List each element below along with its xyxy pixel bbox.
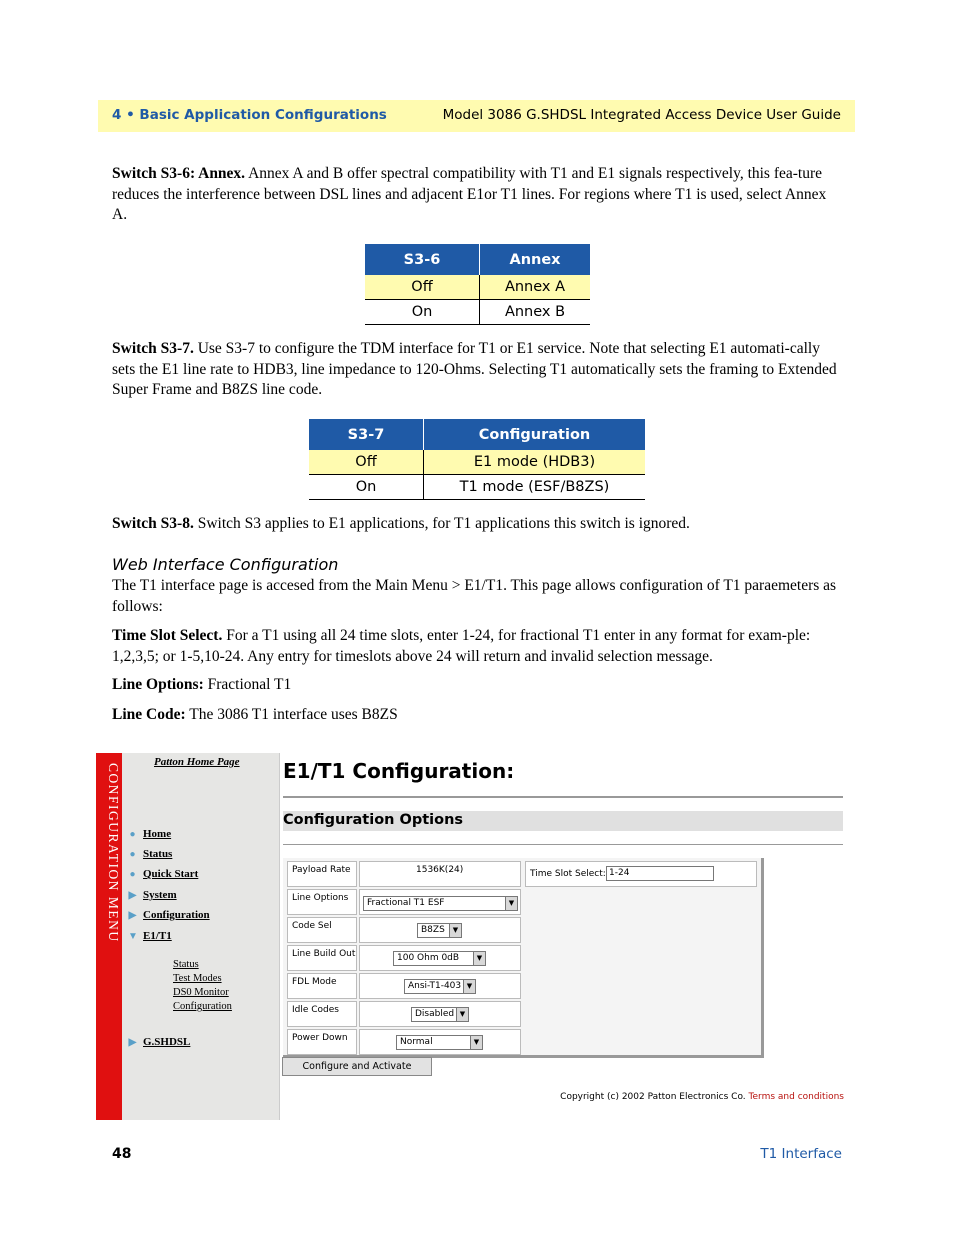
header-section: 4 • Basic Application Configurations bbox=[112, 107, 387, 123]
s3-8-text: Switch S3 applies to E1 applications, for T1 applications this switch is ignored. bbox=[193, 515, 690, 532]
menu-item-home[interactable] bbox=[128, 828, 171, 840]
power-down-label-cell bbox=[287, 1029, 357, 1055]
payload-rate-label-cell bbox=[287, 861, 357, 887]
dropdown-arrow-icon: ▼ bbox=[470, 1036, 482, 1049]
power-down-select[interactable] bbox=[396, 1035, 483, 1050]
line-options-value: Fractional T1 ESF bbox=[367, 898, 445, 908]
config-menu-sidebar bbox=[122, 753, 280, 1120]
payload-rate-value-cell bbox=[359, 861, 521, 887]
footer-section: T1 Interface bbox=[760, 1146, 842, 1162]
idle-codes-select[interactable] bbox=[411, 1007, 469, 1022]
line-code-text: The 3086 T1 interface uses B8ZS bbox=[185, 706, 398, 723]
menu-item-gshdsl[interactable] bbox=[128, 1036, 190, 1048]
menu-label: Configuration bbox=[143, 909, 210, 921]
dropdown-arrow-icon: ▼ bbox=[456, 1008, 468, 1021]
menu-item-system[interactable] bbox=[128, 889, 177, 901]
paragraph-s3-8 bbox=[112, 514, 842, 535]
menu-item-quick-start[interactable] bbox=[128, 868, 198, 880]
configure-activate-button[interactable]: Configure and Activate bbox=[282, 1057, 432, 1076]
config-content bbox=[282, 753, 846, 1120]
menu-label: System bbox=[143, 889, 177, 901]
power-down-value: Normal bbox=[400, 1037, 433, 1047]
line-options-label: Line Options bbox=[292, 893, 349, 903]
s3-8-lead: Switch S3-8. bbox=[112, 515, 194, 532]
bullet-icon: ● bbox=[129, 849, 136, 860]
table-cell: E1 mode (HDB3) bbox=[424, 450, 646, 475]
code-sel-select[interactable] bbox=[417, 923, 462, 938]
s3-7-col-header: S3-7 bbox=[309, 419, 424, 450]
config-menu-banner bbox=[96, 753, 122, 1120]
fdl-mode-select[interactable] bbox=[404, 979, 476, 994]
menu-item-status[interactable] bbox=[128, 848, 172, 860]
timeslot-input[interactable] bbox=[606, 866, 714, 881]
paragraph-line-code bbox=[112, 705, 842, 726]
divider bbox=[283, 796, 843, 798]
s3-7-lead: Switch S3-7. bbox=[112, 340, 194, 357]
line-build-out-value: 100 Ohm 0dB bbox=[397, 953, 460, 963]
line-options-value-cell bbox=[359, 889, 521, 915]
bullet-icon: ● bbox=[129, 869, 136, 880]
idle-codes-value-cell bbox=[359, 1001, 521, 1027]
power-down-value-cell bbox=[359, 1029, 521, 1055]
timeslot-label: Time Slot Select: bbox=[530, 869, 606, 879]
paragraph-s3-6 bbox=[112, 164, 842, 226]
page-header bbox=[98, 100, 855, 132]
triangle-down-icon: ▼ bbox=[128, 931, 138, 942]
line-build-out-label-cell bbox=[287, 945, 357, 971]
paragraph-line-options bbox=[112, 675, 842, 696]
copyright-line bbox=[560, 1092, 844, 1102]
code-sel-value-cell bbox=[359, 917, 521, 943]
table-cell: T1 mode (ESF/B8ZS) bbox=[424, 475, 646, 500]
code-sel-value: B8ZS bbox=[421, 925, 445, 935]
patton-home-link[interactable]: Patton Home Page bbox=[154, 756, 240, 768]
timeslot-input-value: 1-24 bbox=[609, 868, 630, 878]
fdl-mode-value: Ansi-T1-403 bbox=[408, 981, 462, 991]
copyright-text: Copyright (c) 2002 Patton Electronics Co. bbox=[560, 1092, 749, 1102]
dropdown-arrow-icon: ▼ bbox=[463, 980, 475, 993]
idle-codes-value: Disabled bbox=[415, 1009, 455, 1019]
submenu-test-modes[interactable]: Test Modes bbox=[173, 973, 222, 984]
idle-codes-label-cell bbox=[287, 1001, 357, 1027]
submenu-ds0-monitor[interactable]: DS0 Monitor bbox=[173, 987, 229, 998]
line-options-text: Fractional T1 bbox=[203, 676, 292, 693]
triangle-right-icon: ▶ bbox=[128, 910, 137, 921]
s3-6-col-header: S3-6 bbox=[365, 244, 480, 275]
config-form bbox=[283, 858, 764, 1058]
header-guide-title: Model 3086 G.SHDSL Integrated Access Device User Guide bbox=[442, 107, 841, 123]
menu-label: Home bbox=[143, 828, 172, 840]
payload-rate-label: Payload Rate bbox=[292, 865, 351, 875]
table-cell: On bbox=[309, 475, 424, 500]
payload-rate-value: 1536K(24) bbox=[416, 865, 464, 875]
menu-item-e1t1[interactable] bbox=[128, 930, 172, 942]
idle-codes-label: Idle Codes bbox=[292, 1005, 339, 1015]
menu-label: G.SHDSL bbox=[143, 1036, 191, 1048]
divider bbox=[283, 844, 843, 845]
annex-col-header: Annex bbox=[480, 244, 591, 275]
code-sel-label: Code Sel bbox=[292, 921, 332, 931]
line-options-label-cell bbox=[287, 889, 357, 915]
line-options-lead: Line Options: bbox=[112, 676, 204, 693]
web-interface-heading: Web Interface Configuration bbox=[112, 555, 339, 574]
s3-6-table bbox=[365, 244, 590, 325]
menu-item-configuration[interactable] bbox=[128, 909, 210, 921]
page-number: 48 bbox=[112, 1146, 132, 1162]
timeslot-text: For a T1 using all 24 time slots, enter 1-24, for fractional T1 enter in any format for exam-ple: 1,2,3,5; or 1-5,10-24. Any entry for timeslots above 24 will return and invalid selection message. bbox=[112, 627, 811, 665]
fdl-mode-label: FDL Mode bbox=[292, 977, 337, 987]
table-cell: Off bbox=[365, 275, 480, 300]
line-build-out-value-cell bbox=[359, 945, 521, 971]
configuration-col-header: Configuration bbox=[424, 419, 646, 450]
s3-7-table bbox=[309, 419, 645, 500]
web-intro: The T1 interface page is accesed from the Main Menu > E1/T1. This page allows configuration of T1 paraemeters as follows: bbox=[112, 577, 837, 615]
triangle-right-icon: ▶ bbox=[128, 1037, 137, 1048]
menu-label: Status bbox=[143, 848, 173, 860]
line-code-lead: Line Code: bbox=[112, 706, 186, 723]
config-menu-banner-text: CONFIGURATION MENU bbox=[106, 763, 121, 943]
fdl-mode-value-cell bbox=[359, 973, 521, 999]
code-sel-label-cell bbox=[287, 917, 357, 943]
table-cell: Off bbox=[309, 450, 424, 475]
timeslot-lead: Time Slot Select. bbox=[112, 627, 223, 644]
timeslot-cell bbox=[525, 861, 757, 887]
table-cell: On bbox=[365, 300, 480, 325]
line-options-select[interactable] bbox=[363, 896, 518, 911]
table-cell: Annex B bbox=[480, 300, 591, 325]
menu-label: E1/T1 bbox=[143, 930, 172, 942]
fdl-mode-label-cell bbox=[287, 973, 357, 999]
web-ui-screenshot bbox=[96, 753, 846, 1120]
options-bar bbox=[283, 811, 843, 831]
s3-6-lead: Switch S3-6: Annex. bbox=[112, 165, 246, 182]
submenu-status[interactable]: Status bbox=[173, 959, 199, 970]
dropdown-arrow-icon: ▼ bbox=[449, 924, 461, 937]
menu-label: Quick Start bbox=[143, 868, 199, 880]
s3-6-text: Annex A and B offer spectral compatibility with T1 and E1 signals respectively, this fea-ture reduces the interference between DSL lines and adjacent E1or T1 lines. For regions where T1 is used, select Annex A. bbox=[112, 165, 827, 223]
table-cell: Annex A bbox=[480, 275, 591, 300]
line-build-out-label: Line Build Out bbox=[292, 949, 356, 959]
dropdown-arrow-icon: ▼ bbox=[473, 952, 485, 965]
page-title: E1/T1 Configuration: bbox=[283, 759, 515, 783]
bullet-icon: ● bbox=[129, 829, 136, 840]
submenu-configuration[interactable]: Configuration bbox=[173, 1001, 232, 1012]
paragraph-timeslot bbox=[112, 626, 842, 667]
power-down-label: Power Down bbox=[292, 1033, 348, 1043]
paragraph-s3-7 bbox=[112, 339, 842, 401]
terms-link[interactable]: Terms and conditions bbox=[748, 1092, 844, 1102]
triangle-right-icon: ▶ bbox=[128, 890, 137, 901]
s3-7-text: Use S3-7 to configure the TDM interface for T1 or E1 service. Note that selecting E1 automati-cally sets the E1 line rate to HDB3, line impedance to 120-Ohms. Selecting T1 automatically sets the framing to Extended Super Frame and B8ZS line code. bbox=[112, 340, 837, 398]
options-title: Configuration Options bbox=[283, 812, 464, 828]
line-build-out-select[interactable] bbox=[393, 951, 486, 966]
dropdown-arrow-icon: ▼ bbox=[505, 897, 517, 910]
